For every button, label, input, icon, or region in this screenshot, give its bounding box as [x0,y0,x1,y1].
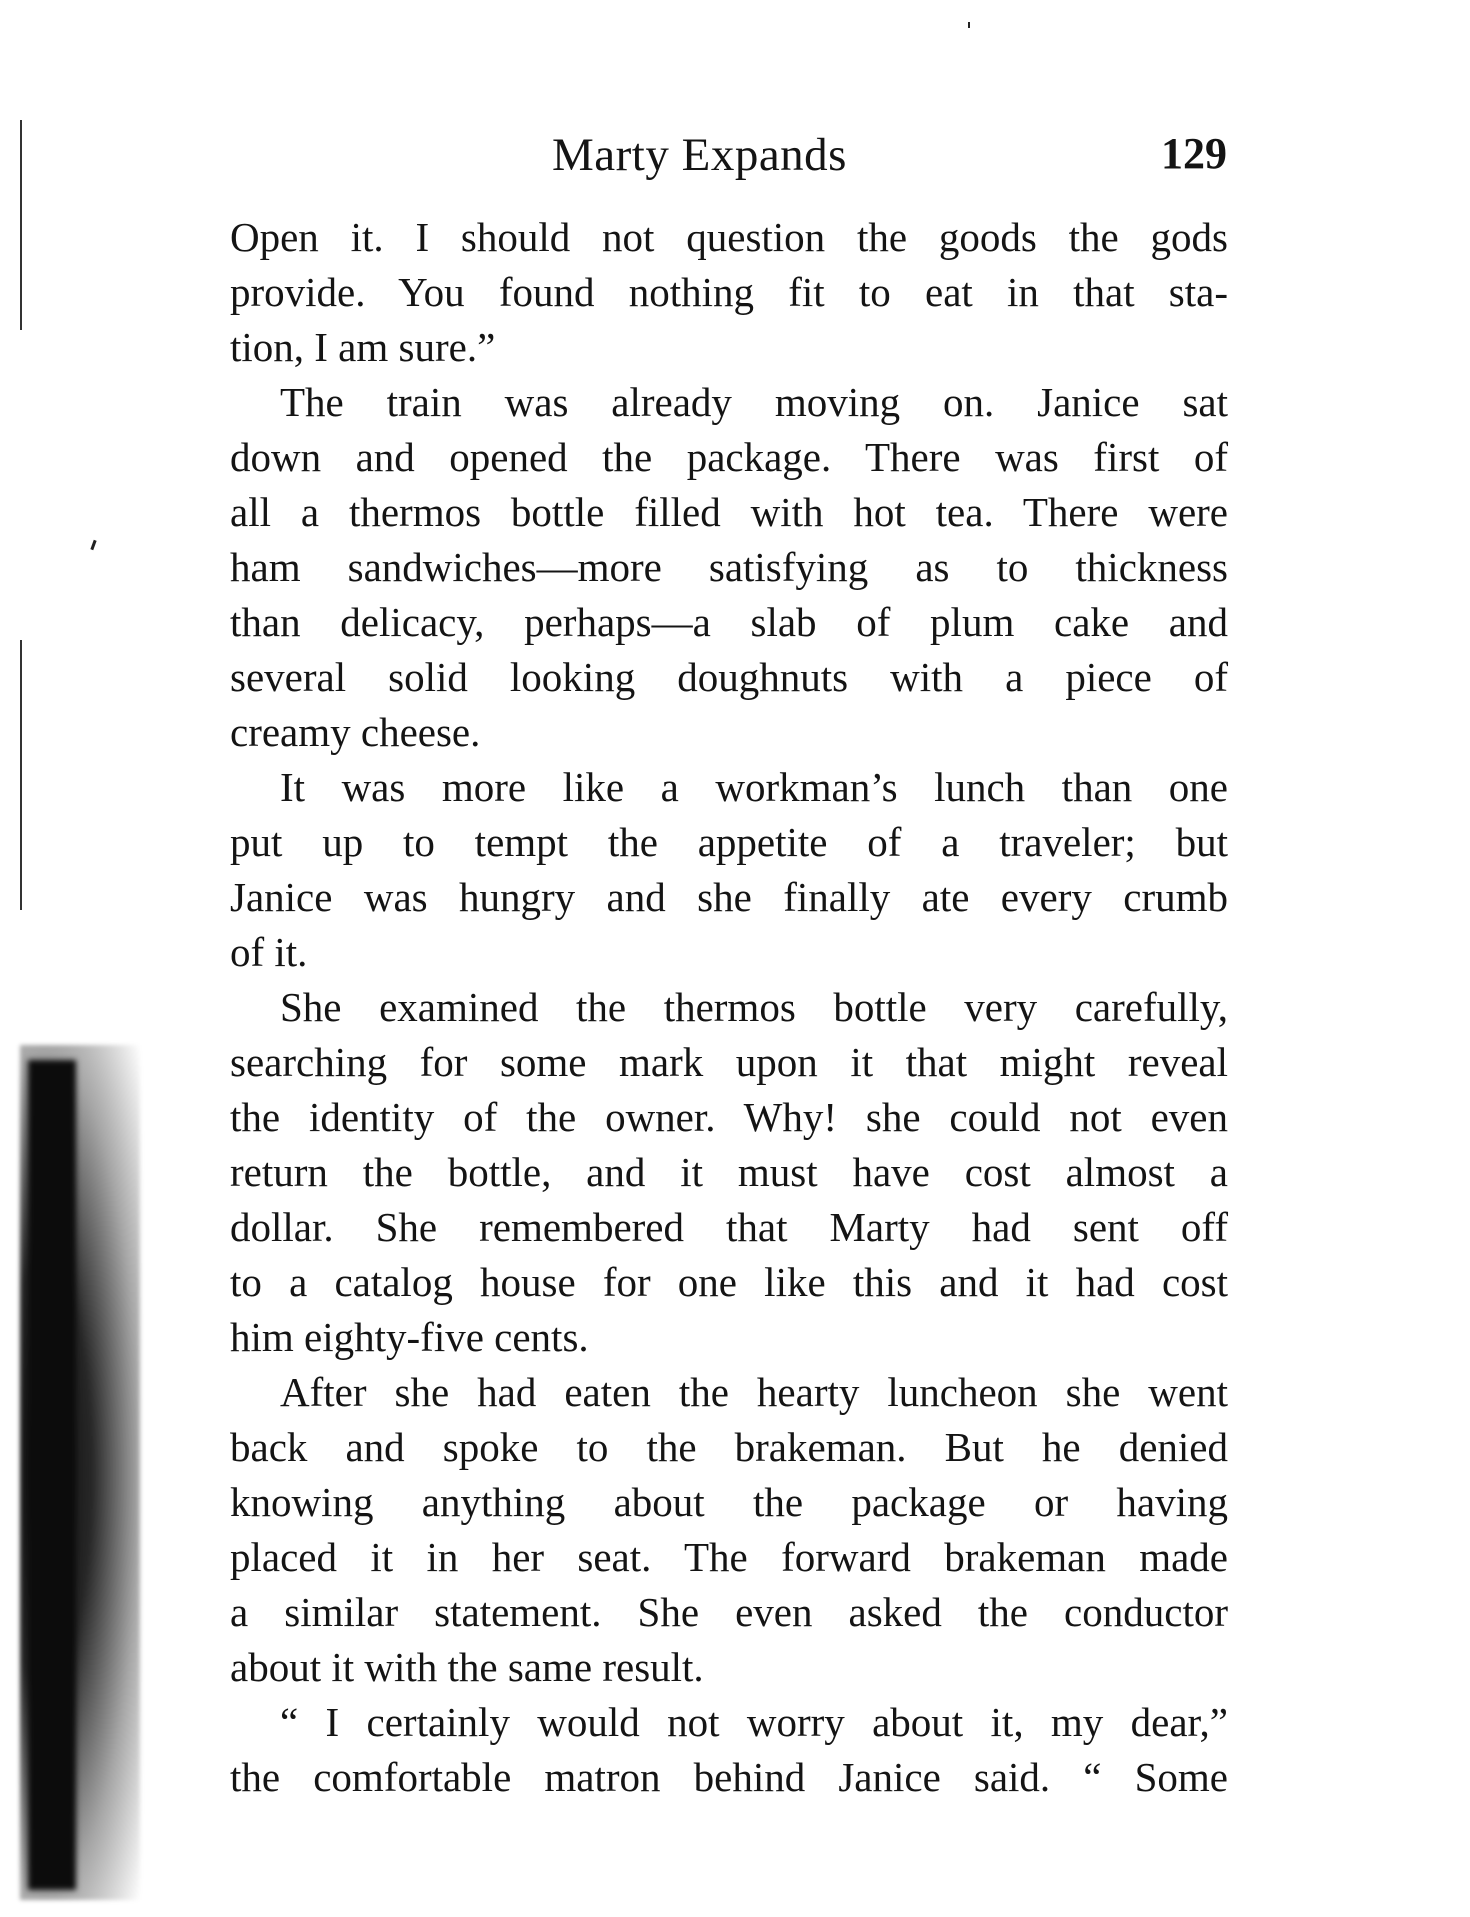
text-line: The train was already moving on. Janice sat [280,379,1228,425]
text-line: a similar statement. She even asked the conductor [230,1589,1228,1635]
text-line: than delicacy, perhaps—a slab of plum cake and [230,599,1228,645]
text-line: ham sandwiches—more satisfying as to thickness [230,544,1228,590]
scan-margin-rule [20,640,22,910]
text-line: all a thermos bottle filled with hot tea. There were [230,489,1228,535]
paragraph [230,375,1228,760]
text-line: provide. You found nothing fit to eat in that sta- [230,269,1228,315]
paragraph [230,980,1228,1365]
text-line: put up to tempt the appetite of a traveler; but [230,819,1228,865]
scan-margin-rule [20,120,22,330]
scan-edge-shadow [28,1060,76,1890]
page-number: 129 [1161,129,1227,178]
text-line: of it. [230,929,308,975]
text-line: “ I certainly would not worry about it, my dear,” [280,1699,1228,1745]
text-line: him eighty-five cents. [230,1314,589,1360]
text-line: tion, I am sure.” [230,324,496,370]
text-line: placed it in her seat. The forward brakeman made [230,1534,1228,1580]
paragraph [230,1695,1228,1805]
text-line: back and spoke to the brakeman. But he denied [230,1424,1228,1470]
text-line: dollar. She remembered that Marty had sent off [230,1204,1228,1250]
text-line: searching for some mark upon it that might reveal [230,1039,1228,1085]
text-line: to a catalog house for one like this and it had cost [230,1259,1228,1305]
text-line: knowing anything about the package or having [230,1479,1228,1525]
text-line: She examined the thermos bottle very carefully, [280,984,1228,1030]
paragraph [230,760,1228,980]
paragraph [230,210,1228,375]
text-line: Open it. I should not question the goods the gods [230,214,1228,260]
text-line: the comfortable matron behind Janice said. “ Some [230,1754,1228,1800]
page-header [230,128,1230,188]
text-line: creamy cheese. [230,709,481,755]
text-line: return the bottle, and it must have cost almost a [230,1149,1228,1195]
text-line: After she had eaten the hearty luncheon she went [280,1369,1228,1415]
running-title: Marty Expands [552,129,847,181]
text-line: about it with the same result. [230,1644,704,1690]
text-line: It was more like a workman’s lunch than one [280,764,1228,810]
scan-speck [90,540,96,550]
text-line: Janice was hungry and she finally ate every crumb [230,874,1228,920]
text-line: down and opened the package. There was first of [230,434,1228,480]
body-text [230,210,1228,1805]
text-line: the identity of the owner. Why! she could not even [230,1094,1228,1140]
text-line: several solid looking doughnuts with a piece of [230,654,1228,700]
paragraph [230,1365,1228,1695]
scan-speck [968,22,970,28]
